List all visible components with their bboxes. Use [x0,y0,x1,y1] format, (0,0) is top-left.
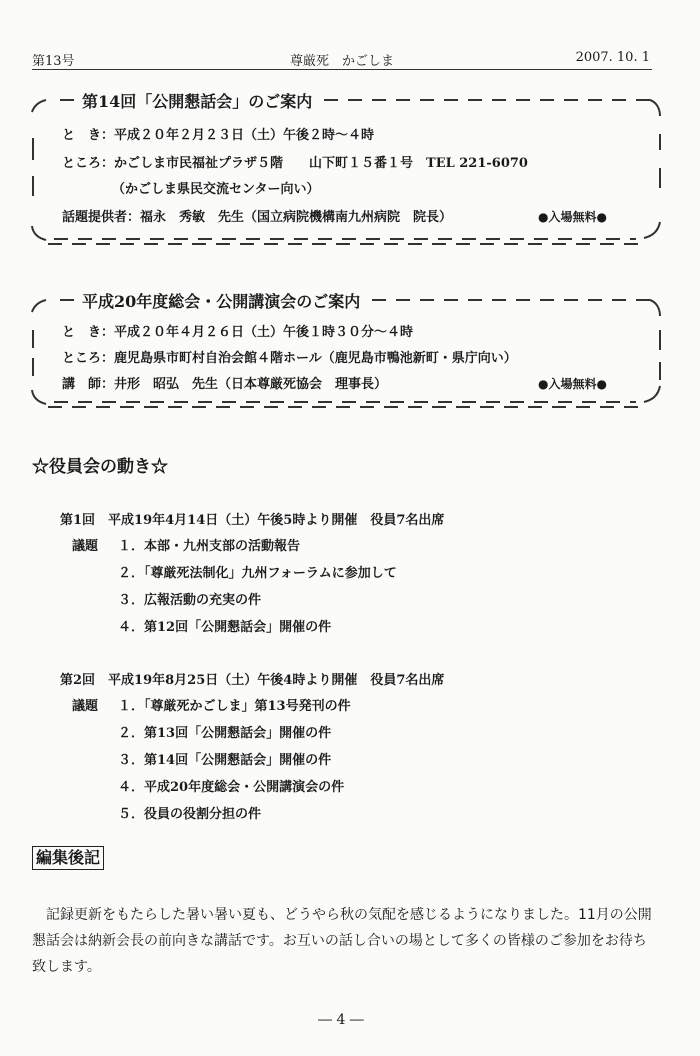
event-1-time-value: 平成２０年２月２３日（土）午後２時～４時 [114,128,375,143]
meeting-1-agenda-label: 議題 [72,539,99,554]
meeting-2-agenda-item: ４．平成20年度総会・公開講演会の件 [118,780,345,795]
event-1-free-admission: ●入場無料● [538,210,607,224]
event-2-row [62,347,517,366]
event-2-place-label: ところ： [62,351,115,366]
meeting-2-agenda-item: １．「尊厳死かごしま」第13号発刊の件 [118,699,351,714]
event-title-1: 第14回「公開懇話会」のご案内 [78,89,316,112]
event-1-speaker-value: 福永 秀敏 先生（国立病院機構南九州病院 院長） [140,210,453,225]
editorial-title: 編集後記 [32,846,104,870]
issue-date: 2007. 10. 1 [575,50,650,65]
meeting-2-agenda-label: 議題 [72,699,99,714]
meeting-2-header: 第2回 平成19年8月25日（土）午後4時より開催 役員7名出席 [60,673,445,688]
page-number: ― 4 ― [318,1012,364,1028]
event-2-free-admission: ●入場無料● [538,377,607,391]
event-1-place-note: （かごしま県民交流センター向い） [112,182,320,197]
newsletter-title: 尊厳死 かごしま [290,54,395,69]
event-2-place-value: 鹿児島県市町村自治会館４階ホール（鹿児島市鴨池新町・県庁向い） [114,351,517,366]
meeting-2-agenda-item: ５．役員の役割分担の件 [118,807,262,822]
event-1-place-value: かごしま市民福祉プラザ５階 山下町１５番１号 TEL 221-6070 [114,156,528,171]
event-title-2: 平成20年度総会・公開講演会のご案内 [78,289,364,312]
event-2-lecturer-value: 井形 昭弘 先生（日本尊厳死協会 理事長） [114,377,388,392]
event-1-row [112,178,319,197]
event-2-row [62,321,413,340]
event-1-row [62,152,528,171]
meeting-2-agenda-item: ２．第13回「公開懇話会」開催の件 [118,726,332,741]
event-2-time-value: 平成２０年４月２６日（土）午後１時３０分～４時 [114,325,414,340]
event-1-time-label: と き： [62,128,115,143]
meeting-1-agenda-item: ３．広報活動の充実の件 [118,593,262,608]
event-1-speaker-label: 話題提供者： [62,210,141,225]
issue-number: 第13号 [32,54,75,69]
meeting-2-agenda-item: ３．第14回「公開懇話会」開催の件 [118,753,332,768]
event-1-row [62,124,374,143]
event-2-time-label: と き： [62,325,115,340]
event-1-row [62,206,452,225]
meeting-1-agenda-item: ２．「尊厳死法制化」九州フォーラムに参加して [118,566,397,581]
event-2-row [62,373,387,392]
editorial-text: 記録更新をもたらした暑い暑い夏も、どうやら秋の気配を感じるようになりました。11月の公開懇話会は納新会長の前向きな講話です。お互いの話し合いの場として多くの皆様のご参加をお待ち致します。 [32,907,652,975]
meeting-1-agenda-item: １．本部・九州支部の活動報告 [118,539,301,554]
board-section-title: ☆役員会の動き☆ [32,457,168,477]
meeting-1-agenda-item: ４．第12回「公開懇話会」開催の件 [118,620,332,635]
event-2-lecturer-label: 講 師： [62,377,115,392]
meeting-1-header: 第1回 平成19年4月14日（土）午後5時より開催 役員7名出席 [60,513,445,528]
event-1-place-label: ところ： [62,156,115,171]
